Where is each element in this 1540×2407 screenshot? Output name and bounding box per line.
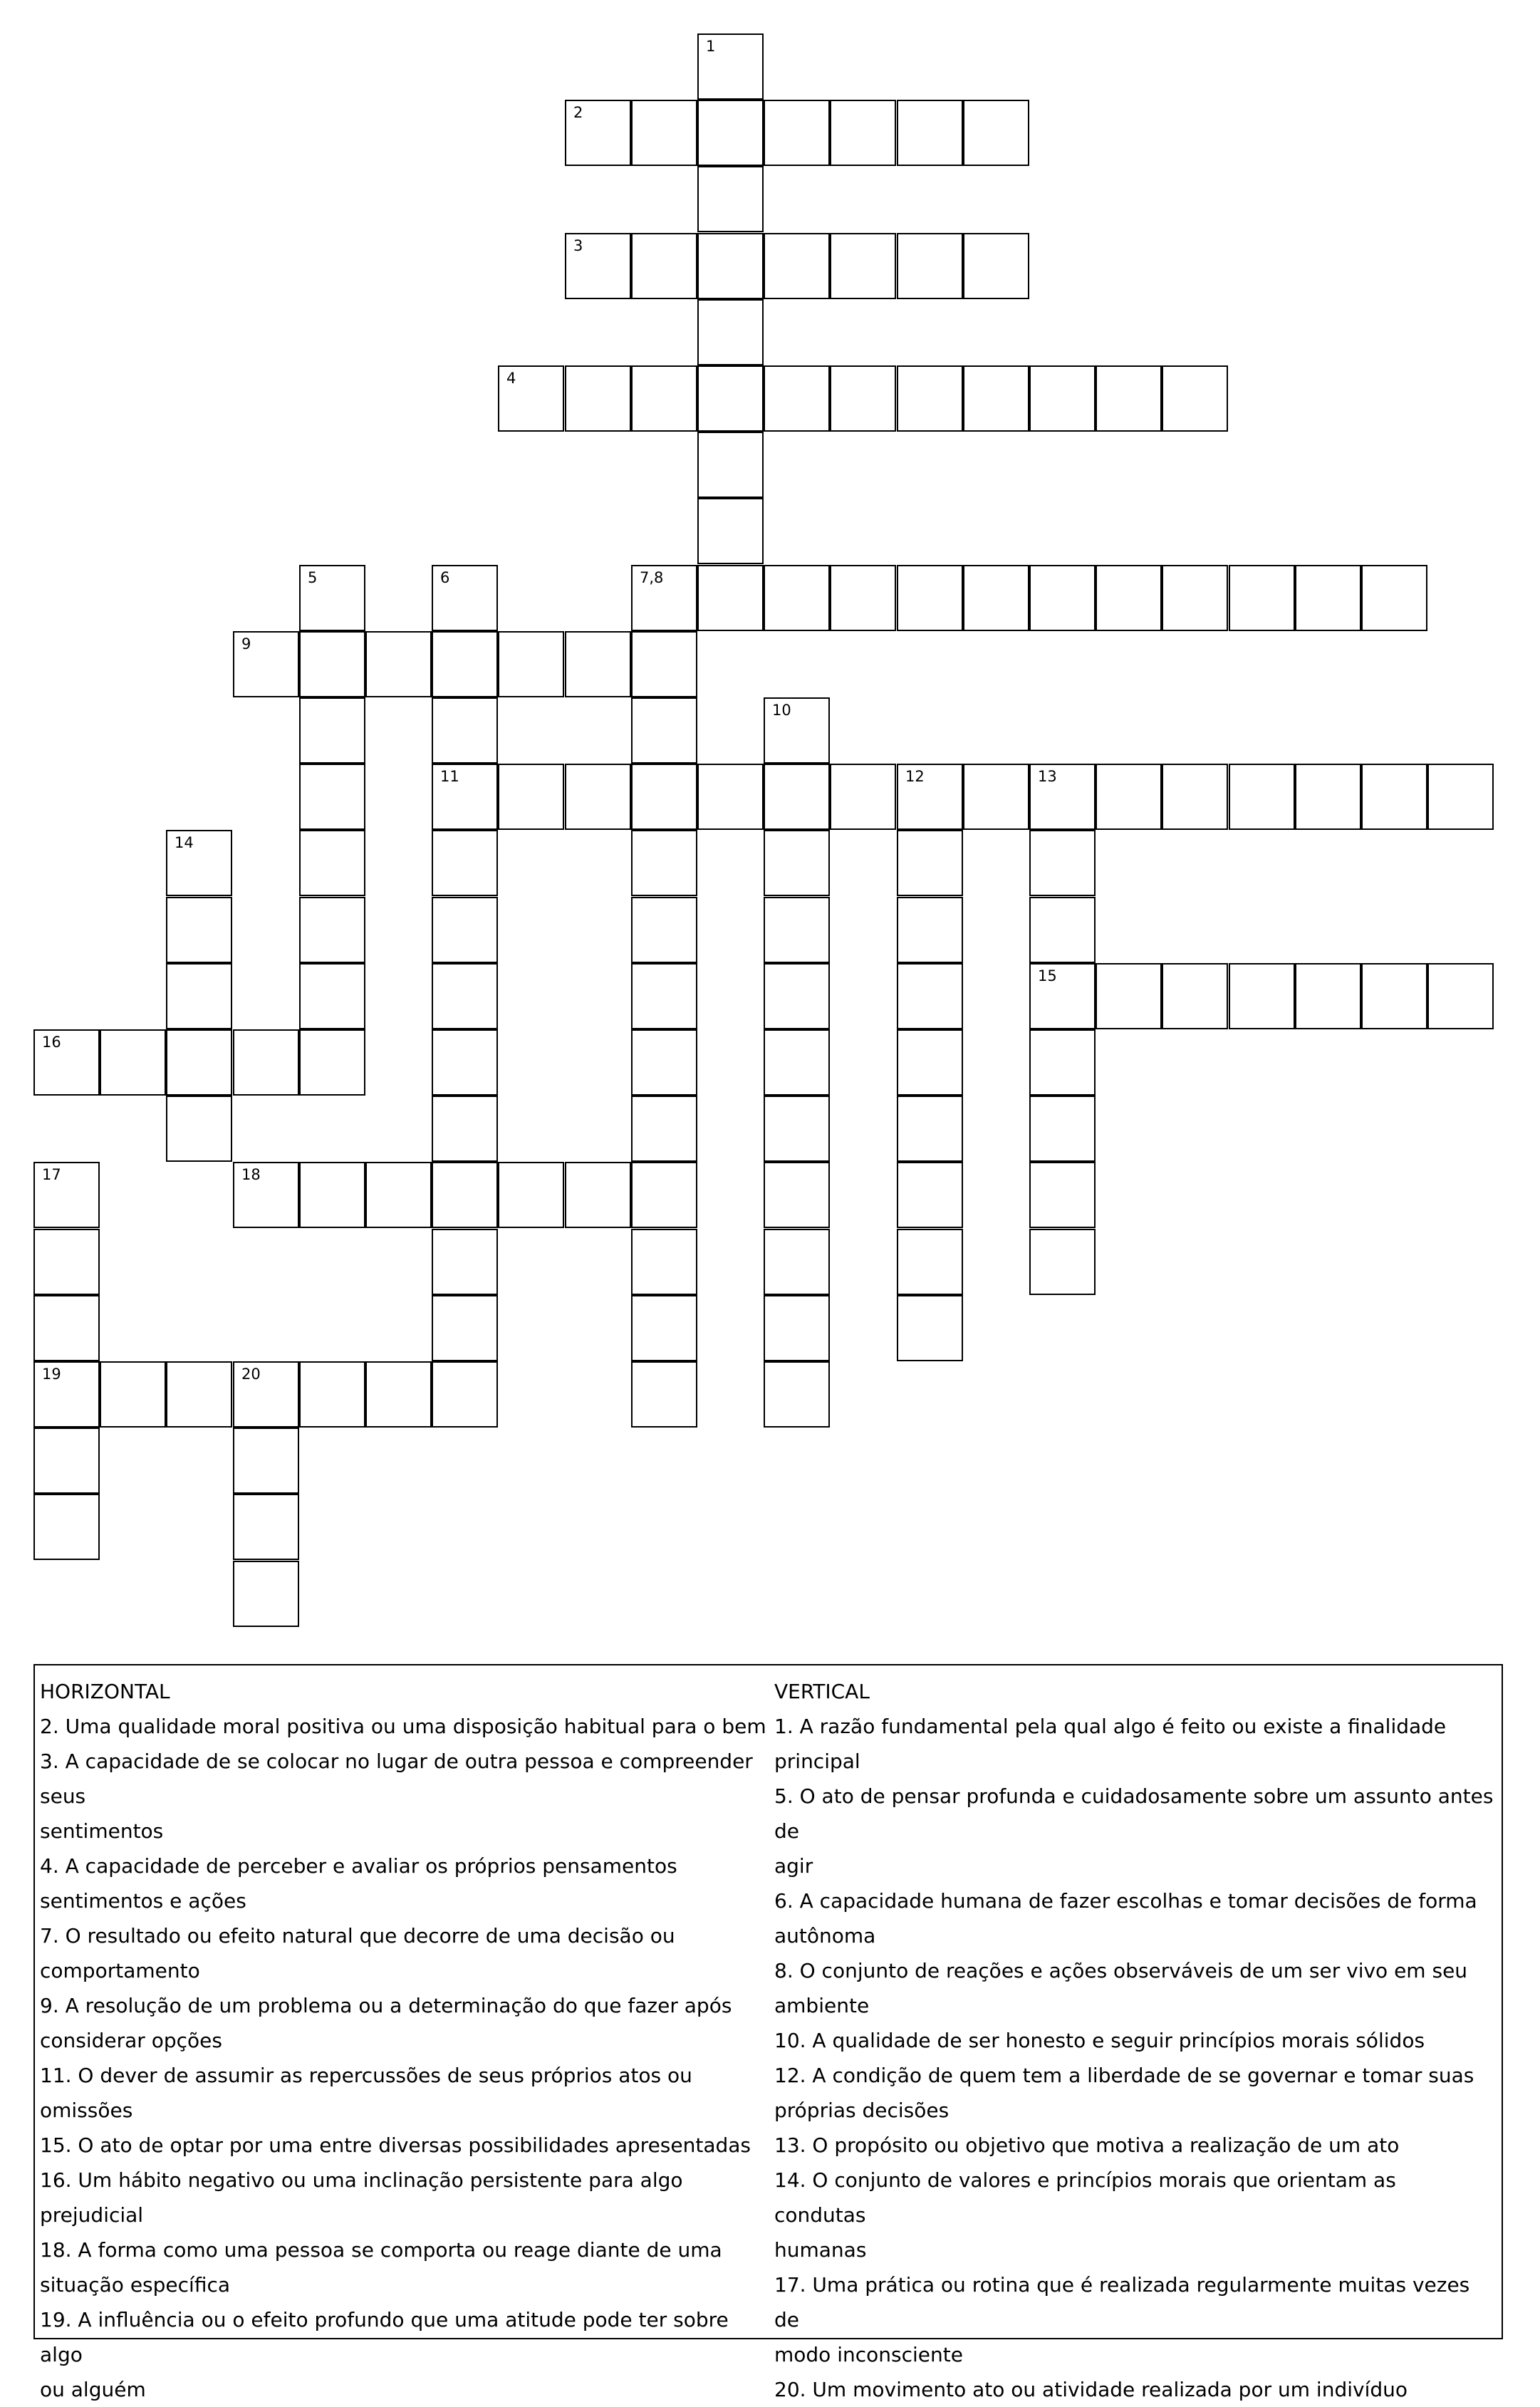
clue-line: 7. O resultado ou efeito natural que decorre de uma decisão ou [40, 1924, 675, 1948]
clue-line: 10. A qualidade de ser honesto e seguir princípios morais sólidos [774, 2029, 1425, 2052]
crossword-cell[interactable] [365, 1162, 432, 1228]
clue-line: 13. O propósito ou objetivo que motiva a realização de um ato [774, 2133, 1400, 2157]
crossword-cell[interactable] [631, 233, 697, 299]
crossword-cell[interactable] [1029, 1229, 1096, 1295]
crossword-cell[interactable] [432, 697, 498, 764]
crossword-cell[interactable] [697, 565, 764, 631]
clue-line: 3. A capacidade de se colocar no lugar de outra pessoa e compreender seus [40, 1750, 753, 1808]
clue-line: 19. A influência ou o efeito profundo que uma atitude pode ter sobre algo [40, 2308, 729, 2366]
crossword-cell[interactable] [897, 764, 963, 830]
crossword-cell[interactable] [299, 1029, 365, 1096]
crossword-cell[interactable] [631, 631, 697, 697]
crossword-cell[interactable] [33, 1295, 100, 1361]
crossword-cell[interactable] [631, 963, 697, 1029]
crossword-cell[interactable] [631, 764, 697, 830]
crossword-cell[interactable] [764, 1361, 830, 1428]
crossword-cell[interactable] [1029, 830, 1096, 896]
crossword-cell[interactable] [233, 631, 299, 697]
crossword-cell[interactable] [233, 1361, 299, 1428]
crossword-cell[interactable] [33, 1494, 100, 1560]
crossword-cell[interactable] [764, 830, 830, 896]
crossword-cell[interactable] [697, 365, 764, 432]
clue-line: sentimentos [40, 1819, 164, 1843]
crossword-cell[interactable] [233, 1029, 299, 1096]
crossword-cell[interactable] [963, 565, 1029, 631]
crossword-cell[interactable] [697, 299, 764, 365]
crossword-cell[interactable] [897, 1295, 963, 1361]
crossword-cell[interactable] [299, 963, 365, 1029]
crossword-cell[interactable] [764, 1029, 830, 1096]
crossword-cell[interactable] [299, 1361, 365, 1428]
clue-number: 12 [905, 768, 925, 785]
clue-line: considerar opções [40, 2029, 222, 2052]
crossword-cell[interactable] [697, 233, 764, 299]
clue-number: 11 [440, 768, 459, 785]
clue-line: sentimentos e ações [40, 1889, 246, 1913]
clue-number: 6 [440, 569, 450, 586]
clue-line: 2. Uma qualidade moral positiva ou uma disposição habitual para o bem [40, 1715, 766, 1738]
clue-line: 20. Um movimento ato ou atividade realizada por um indivíduo [774, 2378, 1408, 2401]
crossword-cell[interactable] [697, 166, 764, 232]
horizontal-heading: HORIZONTAL [40, 1680, 170, 1703]
crossword-cell[interactable] [33, 1428, 100, 1494]
clue-line: humanas [774, 2238, 867, 2262]
crossword-cell[interactable] [233, 1561, 299, 1627]
crossword-cell[interactable] [498, 365, 564, 432]
crossword-cell[interactable] [897, 963, 963, 1029]
crossword-cell[interactable] [432, 565, 498, 631]
crossword-cell[interactable] [166, 830, 232, 896]
crossword-cell[interactable] [830, 764, 896, 830]
crossword-cell[interactable] [631, 1295, 697, 1361]
crossword-cell[interactable] [631, 897, 697, 963]
crossword-cell[interactable] [897, 897, 963, 963]
crossword-cell[interactable] [631, 1096, 697, 1162]
crossword-cell[interactable] [432, 1029, 498, 1096]
crossword-cell[interactable] [631, 830, 697, 896]
crossword-cell[interactable] [963, 365, 1029, 432]
crossword-cell[interactable] [764, 1096, 830, 1162]
crossword-cell[interactable] [631, 100, 697, 166]
crossword-cell[interactable] [1162, 963, 1228, 1029]
crossword-cell[interactable] [432, 963, 498, 1029]
clue-line: 16. Um hábito negativo ou uma inclinação persistente para algo prejudicial [40, 2168, 683, 2227]
horizontal-clue-list [40, 1709, 774, 2407]
crossword-cell[interactable] [166, 1361, 232, 1428]
clue-line: 14. O conjunto de valores e princípios morais que orientam as condutas [774, 2168, 1396, 2227]
crossword-cell[interactable] [1427, 963, 1494, 1029]
crossword-cell[interactable] [697, 764, 764, 830]
clue-number: 18 [241, 1166, 261, 1183]
crossword-cell[interactable] [565, 365, 631, 432]
crossword-cell[interactable] [1295, 565, 1361, 631]
crossword-cell[interactable] [830, 233, 896, 299]
crossword-cell[interactable] [166, 1096, 232, 1162]
crossword-cell[interactable] [299, 830, 365, 896]
horizontal-clues [40, 1674, 774, 2407]
crossword-cell[interactable] [432, 764, 498, 830]
crossword-cell[interactable] [764, 233, 830, 299]
crossword-cell[interactable] [432, 1162, 498, 1228]
crossword-cell[interactable] [33, 1162, 100, 1228]
clue-number: 20 [241, 1366, 261, 1383]
crossword-cell[interactable] [764, 764, 830, 830]
crossword-cell[interactable] [764, 365, 830, 432]
crossword-cell[interactable] [299, 565, 365, 631]
crossword-cell[interactable] [100, 1029, 166, 1096]
crossword-cell[interactable] [1096, 565, 1162, 631]
crossword-cell[interactable] [1029, 365, 1096, 432]
crossword-cell[interactable] [565, 1162, 631, 1228]
clue-line: 1. A razão fundamental pela qual algo é feito ou existe a finalidade [774, 1715, 1447, 1738]
crossword-cell[interactable] [166, 897, 232, 963]
crossword-cell[interactable] [1295, 764, 1361, 830]
crossword-cell[interactable] [432, 1361, 498, 1428]
crossword-cell[interactable] [897, 1029, 963, 1096]
crossword-cell[interactable] [830, 365, 896, 432]
crossword-cell[interactable] [1361, 963, 1427, 1029]
crossword-cell[interactable] [498, 764, 564, 830]
crossword-cell[interactable] [897, 565, 963, 631]
crossword-cell[interactable] [764, 565, 830, 631]
crossword-cell[interactable] [1427, 764, 1494, 830]
crossword-cell[interactable] [963, 100, 1029, 166]
clue-number: 16 [42, 1034, 61, 1051]
clue-number: 7,8 [640, 569, 664, 586]
crossword-cell[interactable] [697, 498, 764, 564]
clue-number: 14 [175, 834, 194, 851]
crossword-cell[interactable] [33, 1229, 100, 1295]
crossword-cell[interactable] [299, 631, 365, 697]
crossword-cell[interactable] [1162, 565, 1228, 631]
vertical-clue-list [774, 1709, 1494, 2407]
crossword-cell[interactable] [897, 830, 963, 896]
clue-number: 10 [772, 702, 791, 719]
vertical-heading: VERTICAL [774, 1680, 870, 1703]
crossword-cell[interactable] [830, 565, 896, 631]
crossword-cell[interactable] [432, 897, 498, 963]
clue-line: 15. O ato de optar por uma entre diversas possibilidades apresentadas [40, 2133, 751, 2157]
crossword-cell[interactable] [1029, 1096, 1096, 1162]
clue-line: 8. O conjunto de reações e ações observáveis de um ser vivo em seu [774, 1959, 1468, 1982]
crossword-cell[interactable] [299, 764, 365, 830]
clue-line: próprias decisões [774, 2099, 950, 2122]
crossword-cell[interactable] [897, 100, 963, 166]
clue-line: situação específica [40, 2273, 231, 2297]
crossword-cell[interactable] [365, 631, 432, 697]
clue-number: 4 [506, 370, 516, 387]
crossword-cell[interactable] [166, 1029, 232, 1096]
crossword-cell[interactable] [1029, 565, 1096, 631]
crossword-cell[interactable] [1162, 365, 1228, 432]
clue-number: 13 [1038, 768, 1057, 785]
crossword-cell[interactable] [432, 1229, 498, 1295]
crossword-cell[interactable] [631, 365, 697, 432]
clue-line: 6. A capacidade humana de fazer escolhas e tomar decisões de forma [774, 1889, 1477, 1913]
crossword-cell[interactable] [1361, 764, 1427, 830]
clue-number: 9 [241, 635, 251, 653]
crossword-cell[interactable] [764, 1295, 830, 1361]
crossword-cell[interactable] [897, 1229, 963, 1295]
crossword-cell[interactable] [631, 697, 697, 764]
clue-line: principal [774, 1750, 860, 1773]
crossword-cell[interactable] [631, 1229, 697, 1295]
crossword-cell[interactable] [100, 1361, 166, 1428]
crossword-cell[interactable] [631, 1029, 697, 1096]
clue-number: 5 [308, 569, 318, 586]
clue-line: 11. O dever de assumir as repercussões de seus próprios atos ou omissões [40, 2064, 692, 2122]
vertical-clues [774, 1674, 1494, 2407]
crossword-cell[interactable] [1029, 1029, 1096, 1096]
clue-line: 12. A condição de quem tem a liberdade de se governar e tomar suas [774, 2064, 1474, 2087]
crossword-cell[interactable] [764, 897, 830, 963]
crossword-cell[interactable] [33, 1361, 100, 1428]
crossword-cell[interactable] [432, 830, 498, 896]
crossword-cell[interactable] [764, 697, 830, 764]
crossword-cell[interactable] [565, 233, 631, 299]
crossword-cell[interactable] [565, 100, 631, 166]
clue-line: 17. Uma prática ou rotina que é realizada regularmente muitas vezes de [774, 2273, 1470, 2331]
crossword-cell[interactable] [897, 233, 963, 299]
crossword-cell[interactable] [1229, 764, 1295, 830]
crossword-cell[interactable] [764, 1162, 830, 1228]
crossword-cell[interactable] [432, 1295, 498, 1361]
crossword-cell[interactable] [764, 963, 830, 1029]
clue-number: 3 [573, 237, 583, 254]
clue-number: 2 [573, 104, 583, 121]
crossword-cell[interactable] [233, 1162, 299, 1228]
crossword-cell[interactable] [631, 1361, 697, 1428]
crossword-cell[interactable] [1029, 897, 1096, 963]
crossword-cell[interactable] [233, 1494, 299, 1560]
crossword-cell[interactable] [963, 233, 1029, 299]
crossword-cell[interactable] [963, 764, 1029, 830]
crossword-cell[interactable] [498, 631, 564, 697]
clue-number: 17 [42, 1166, 61, 1183]
clue-number: 1 [706, 38, 716, 55]
crossword-cell[interactable] [764, 1229, 830, 1295]
crossword-cell[interactable] [897, 365, 963, 432]
clue-line: agir [774, 1854, 813, 1878]
crossword-cell[interactable] [1029, 1162, 1096, 1228]
crossword-cell[interactable] [631, 1162, 697, 1228]
crossword-cell[interactable] [1229, 963, 1295, 1029]
crossword-cell[interactable] [1096, 365, 1162, 432]
crossword-cell[interactable] [830, 100, 896, 166]
crossword-cell[interactable] [432, 631, 498, 697]
crossword-cell[interactable] [565, 631, 631, 697]
crossword-cell[interactable] [1029, 764, 1096, 830]
crossword-cell[interactable] [166, 963, 232, 1029]
crossword-cell[interactable] [565, 764, 631, 830]
crossword-cell[interactable] [33, 1029, 100, 1096]
crossword-cell[interactable] [498, 1162, 564, 1228]
clue-line: 5. O ato de pensar profunda e cuidadosamente sobre um assunto antes de [774, 1784, 1494, 1843]
crossword-cell[interactable] [299, 897, 365, 963]
crossword-cell[interactable] [631, 565, 697, 631]
crossword-cell[interactable] [299, 1162, 365, 1228]
clue-line: 18. A forma como uma pessoa se comporta ou reage diante de uma [40, 2238, 722, 2262]
crossword-cell[interactable] [764, 100, 830, 166]
clue-line: ou alguém [40, 2378, 146, 2401]
crossword-cell[interactable] [897, 1096, 963, 1162]
crossword-cell[interactable] [1229, 565, 1295, 631]
clue-line: modo inconsciente [774, 2343, 963, 2366]
crossword-cell[interactable] [697, 100, 764, 166]
crossword-cell[interactable] [1361, 565, 1427, 631]
crossword-cell[interactable] [1096, 764, 1162, 830]
crossword-cell[interactable] [365, 1361, 432, 1428]
clue-line: autônoma [774, 1924, 876, 1948]
clue-line: 4. A capacidade de perceber e avaliar os próprios pensamentos [40, 1854, 677, 1878]
crossword-cell[interactable] [1295, 963, 1361, 1029]
crossword-cell[interactable] [1096, 963, 1162, 1029]
crossword-cell[interactable] [299, 697, 365, 764]
crossword-cell[interactable] [1162, 764, 1228, 830]
crossword-cell[interactable] [697, 33, 764, 100]
clue-line: comportamento [40, 1959, 200, 1982]
crossword-cell[interactable] [697, 432, 764, 498]
crossword-cell[interactable] [897, 1162, 963, 1228]
clue-line: 9. A resolução de um problema ou a determinação do que fazer após [40, 1994, 732, 2017]
clue-number: 19 [42, 1366, 61, 1383]
crossword-cell[interactable] [1029, 963, 1096, 1029]
clues-box [33, 1664, 1503, 2401]
crossword-cell[interactable] [432, 1096, 498, 1162]
clue-number: 15 [1038, 967, 1057, 984]
clue-line: ambiente [774, 1994, 870, 2017]
crossword-cell[interactable] [233, 1428, 299, 1494]
